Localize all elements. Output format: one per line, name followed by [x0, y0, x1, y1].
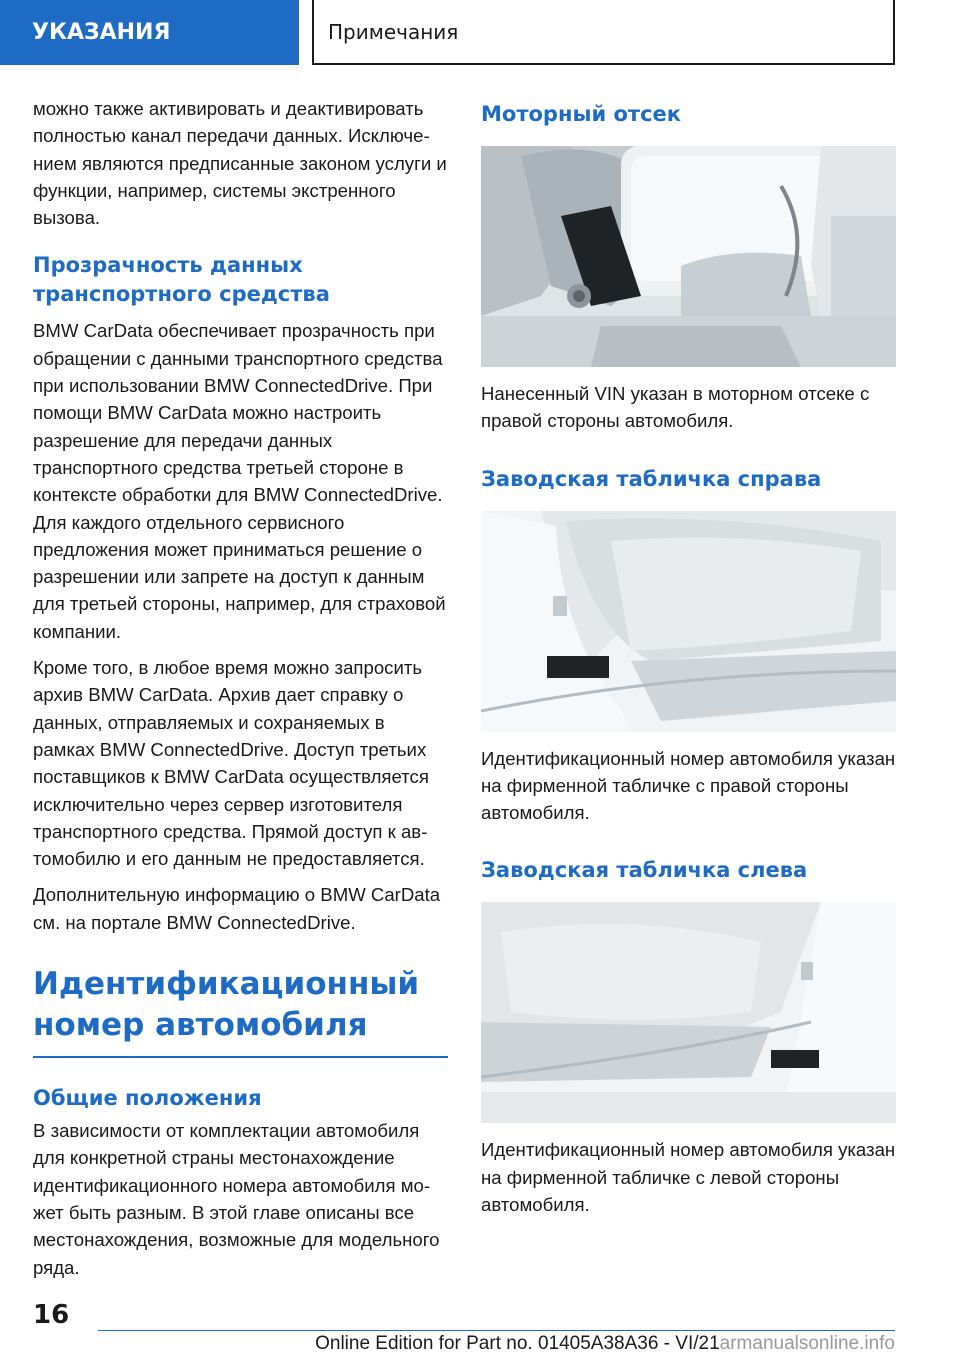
- transparency-paragraph-2: Кроме того, в любое время можно запросить архив BMW CarData. Архив дает справку о данных, отправляемых и сохраняемых в рамках BMW ConnectedDrive. Доступ третьих поставщиков к BMW CarData осуществляется исключительно через сервер изготовителя транспортного средства. Прямой доступ к автомобилю и его данным не предоставляется.: [33, 657, 429, 870]
- plate-left-photo: [481, 902, 896, 1123]
- general-paragraph: В зависимости от комплектации автомобиля для конкретной страны местонахождение идентификационного номера автомобиля может быть разным. В этой главе описаны все местонахождения, возможные для модельного ряда.: [33, 1120, 440, 1278]
- chapter-title: УКАЗАНИЯ: [32, 20, 171, 45]
- engine-bay-heading: Моторный отсек: [481, 102, 682, 126]
- transparency-paragraph-3: Дополнительную информацию о BMW CarData см. на портале BMW ConnectedDrive.: [33, 884, 441, 933]
- section-header: [312, 0, 895, 65]
- engine-bay-photo: [481, 146, 896, 367]
- chapter-tab[interactable]: [0, 0, 299, 65]
- transparency-paragraph-1: BMW CarData обеспечивает прозрачность при обращении с данными транспортного средства при использовании BMW ConnectedDrive. При помощи BMW CarData можно настроить разрешение для передачи данных транспортного средства третьей стороне в контексте обработки для BMW ConnectedDrive. Для каждого отдельного сервисного предложения может приниматься решение о разрешении или запрете на доступ к данным для третьей стороны, например, для страховой компании.: [33, 320, 446, 642]
- plate-left-heading: Заводская табличка слева: [481, 858, 808, 883]
- watermark-text: armanualsonline.info: [719, 1333, 895, 1354]
- footer-divider: [98, 1330, 895, 1331]
- engine-bay-caption: Нанесенный VIN указан в моторном отсеке с правой стороны автомобиля.: [481, 383, 870, 432]
- intro-paragraph: можно также активировать и деактивировать полностью канал передачи данных. Исключением являются предписанные законом услуги и функции, например, системы экстренного вызова.: [33, 98, 447, 229]
- plate-right-photo: [481, 511, 896, 732]
- plate-left-caption: Идентификационный номер автомобиля указан на фирменной табличке с левой стороны автомобиля.: [481, 1139, 896, 1216]
- footer-edition: [300, 1333, 895, 1355]
- right-column: [481, 100, 896, 1227]
- transparency-heading: Прозрачность данных транспортного средства: [33, 253, 330, 307]
- edition-text: Online Edition for Part no. 01405A38A36 - VI/21: [315, 1333, 720, 1354]
- vin-chapter-heading: Идентификационный номер автомобиля: [33, 966, 420, 1044]
- plate-right-heading: Заводская табличка справа: [481, 466, 822, 491]
- left-column: [33, 95, 448, 1290]
- section-title: Примечания: [328, 19, 459, 44]
- general-heading: Общие положения: [33, 1086, 262, 1111]
- heading-divider: [33, 1056, 448, 1058]
- plate-right-caption: Идентификационный номер автомобиля указан на фирменной табличке с правой стороны автомобиля.: [481, 747, 896, 824]
- page-number: 16: [33, 1300, 70, 1330]
